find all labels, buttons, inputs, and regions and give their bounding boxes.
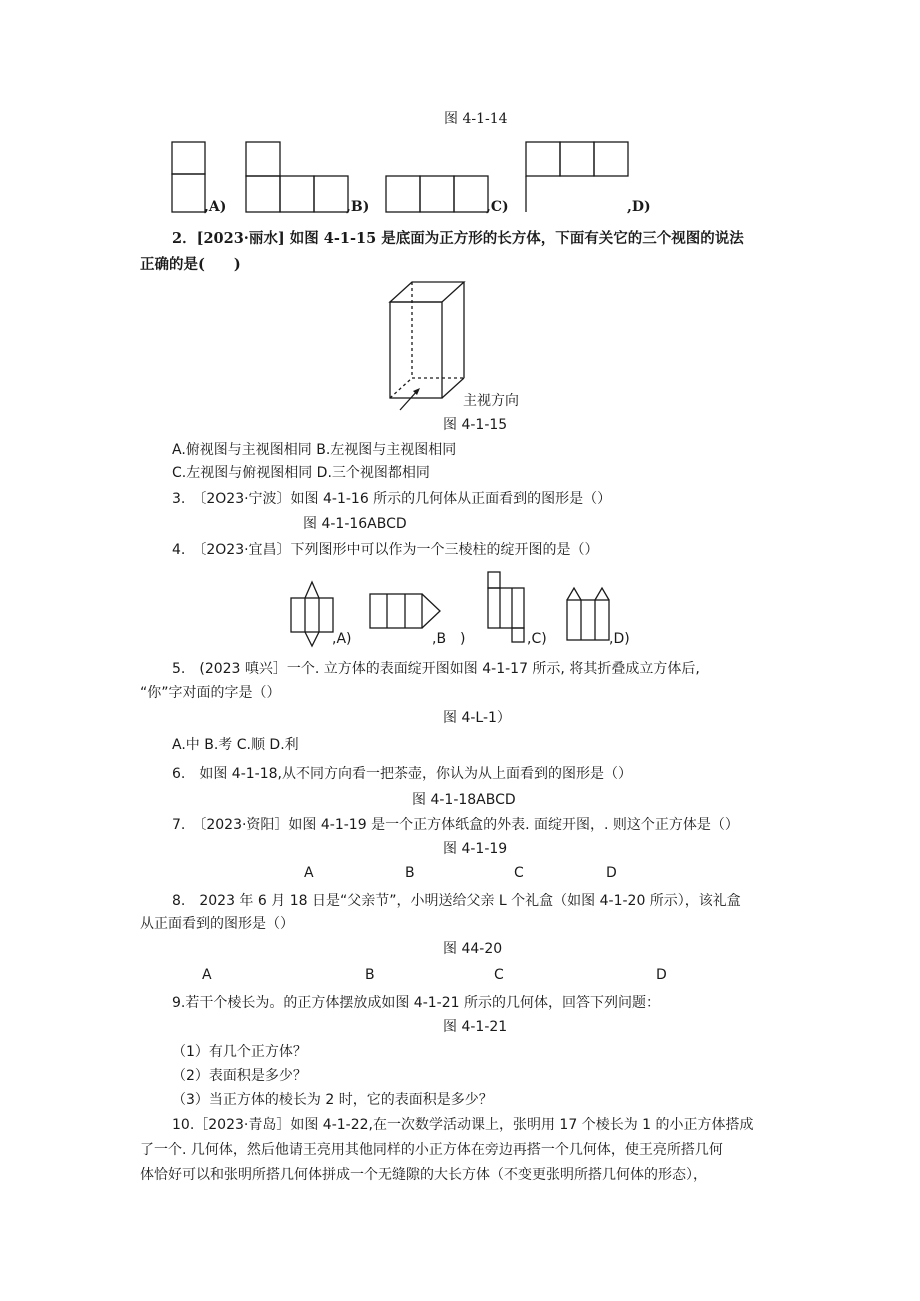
net-c-label: ,C) [527,631,547,647]
q2-options-line2: C.左视图与俯视图相同 D.三个视图都相同 [172,465,430,481]
q6-text: 6. 如图 4-1-18,从不同方向看一把茶壶，你认为从上面看到的图形是（） [172,766,632,782]
option-b-label: ,B) [346,199,370,215]
figure-caption-4-1-17: 图 4-L-1） [443,710,511,726]
figure-caption-4-1-14: 图 4-1-14 [444,111,508,127]
figure-caption-4-1-20: 图 44-20 [443,941,503,957]
q5-options: A.中 B.考 C.顺 D.利 [172,737,299,753]
q9-sub3: （3）当正方体的棱长为 2 时，它的表面积是多少？ [172,1092,493,1108]
q9-text: 9.若干个棱长为。的正方体摆放成如图 4-1-21 所示的几何体，回答下列问题： [172,995,660,1011]
q9-sub1: （1）有几个正方体？ [172,1044,307,1060]
q8-text-line2: 从正面看到的图形是（） [140,916,294,932]
q8-option-d: D [656,967,667,983]
q2-text-line1: 2．[2023·丽水] 如图 4-1-15 是底面为正方形的长方体，下面有关它的三个视图的说法 [172,230,744,247]
q5-text-line1: 5. (2023 嗔兴］一个. 立方体的表面绽开图如图 4-1-17 所示, 将其折叠成立方体后, [172,661,700,677]
q7-text: 7. 〔2023·资阳］如图 4-1-19 是一个正方体纸盒的外表. 面绽开图，. 则这个正方体是（） [172,817,739,833]
q9-sub2: （2）表面积是多少？ [172,1068,307,1084]
q7-option-c: C [514,865,524,881]
q2-text-line2: 正确的是( ) [140,256,241,273]
q7-option-b: B [405,865,415,881]
option-d-label: ,D) [627,199,651,215]
net-b-figure [370,594,440,628]
q7-option-a: A [304,865,314,881]
figure-caption-4-1-15: 图 4-1-15 [443,417,508,433]
figure-caption-4-1-21: 图 4-1-21 [443,1019,508,1035]
figure-caption-4-1-16: 图 4-1-16ABCD [303,516,407,532]
net-d-label: ,D) [609,631,630,647]
q10-text-line1: 10.［2023·青岛］如图 4-1-22,在一次数学活动课上，张明用 17 个棱长为 1 的小正方体搭成 [172,1117,754,1133]
option-c-label: ,C) [486,199,509,215]
q5-text-line2: “你”字对面的字是（） [140,685,281,701]
q8-option-b: B [365,967,375,983]
net-c-figure [488,572,524,642]
net-d-figure [567,588,609,640]
option-a-label: ,A) [204,199,227,215]
figure-caption-4-1-19: 图 4-1-19 [443,841,508,857]
net-a-label: ,A) [332,631,352,647]
q10-text-line3: 体恰好可以和张明所搭几何体拼成一个无缝隙的大长方体（不变更张明所搭几何体的形态）， [140,1167,707,1183]
net-b-label: ,B ) [432,631,466,647]
net-a-figure [291,582,333,646]
q3-text: 3. 〔2O23·宁波〕如图 4-1-16 所示的几何体从正面看到的图形是（） [172,491,612,507]
figure-caption-4-1-18: 图 4-1-18ABCD [412,792,516,808]
q10-text-line2: 了一个. 几何体，然后他请王亮用其他同样的小正方体在旁边再搭一个几何体，使王亮所搭几何 [140,1142,723,1158]
q8-option-a: A [202,967,212,983]
q2-options-line1: A.俯视图与主视图相同 B.左视图与主视图相同 [172,442,457,458]
q8-option-c: C [494,967,504,983]
main-view-direction-label: 主视方向 [463,393,519,409]
q8-text-line1: 8. 2023 年 6 月 18 日是“父亲节”，小明送给父亲 L 个礼盒（如图 4-1-20 所示），该礼盒 [172,893,741,909]
q7-option-d: D [606,865,617,881]
q4-text: 4. 〔2O23·宜昌〕下列图形中可以作为一个三棱柱的绽开图的是（） [172,542,599,558]
